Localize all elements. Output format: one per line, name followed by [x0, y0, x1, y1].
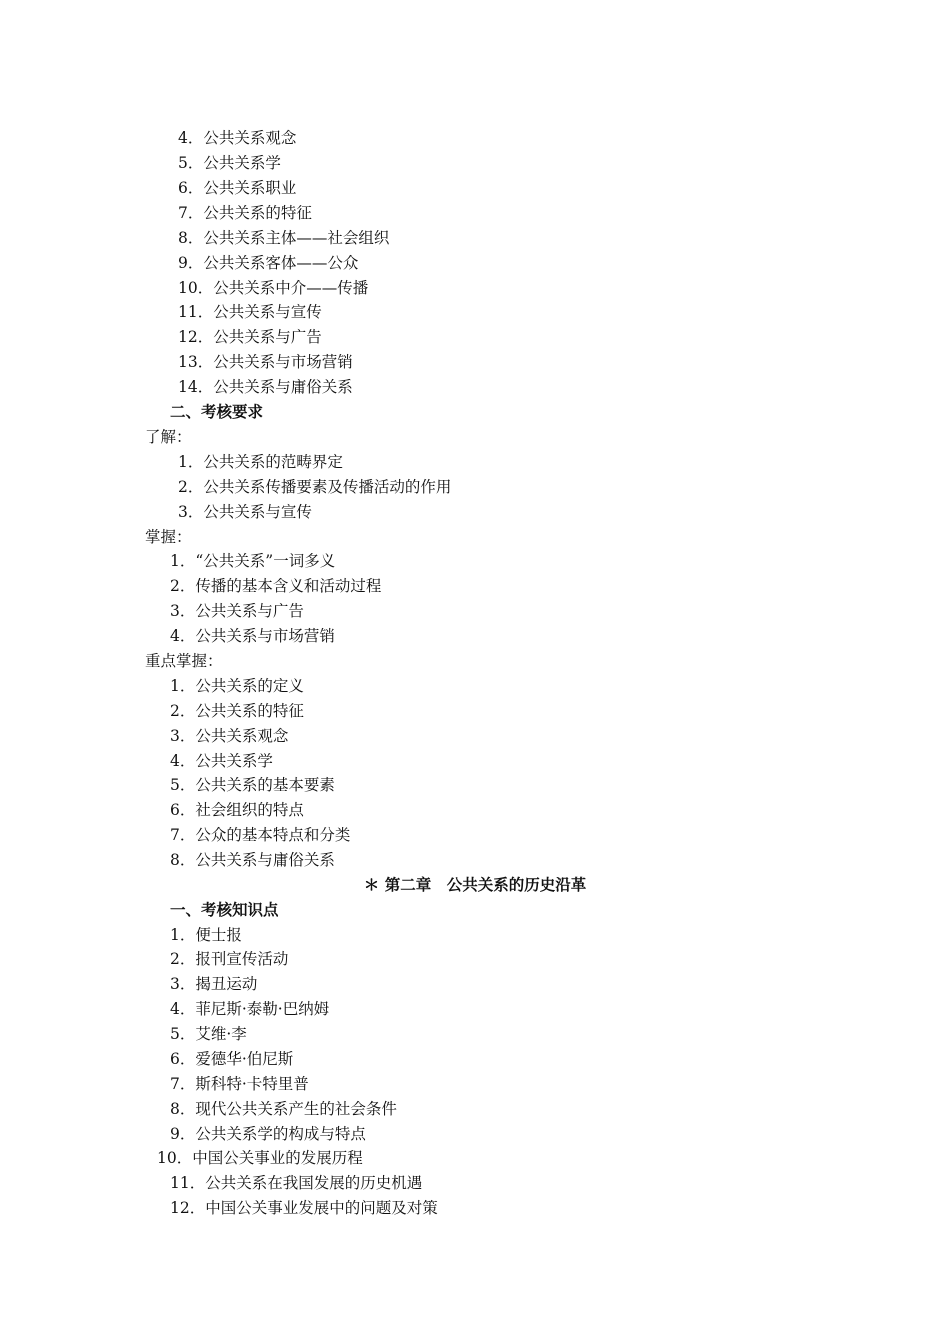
- list-item: 1．公共关系的定义: [170, 677, 304, 695]
- list-item: 14．公共关系与庸俗关系: [178, 378, 353, 396]
- list-item: 9．公共关系客体——公众: [178, 254, 359, 272]
- list-item: 4．公共关系学: [170, 752, 273, 770]
- list-item: 11．公共关系在我国发展的历史机遇: [170, 1174, 423, 1192]
- label-key-master: 重点掌握：: [145, 652, 223, 670]
- list-item: 3．公共关系观念: [170, 727, 289, 745]
- list-item: 6．爱德华·伯尼斯: [170, 1050, 294, 1068]
- list-item: 13．公共关系与市场营销: [178, 353, 353, 371]
- list-item: 3．公共关系与广告: [170, 602, 304, 620]
- list-item: 4．公共关系观念: [178, 129, 297, 147]
- list-item: 2．公共关系传播要素及传播活动的作用: [178, 478, 452, 496]
- list-item: 12．中国公关事业发展中的问题及对策: [170, 1199, 438, 1217]
- list-item: 3．揭丑运动: [170, 975, 258, 993]
- list-item: 9．公共关系学的构成与特点: [170, 1125, 366, 1143]
- list-item: 7．斯科特·卡特里普: [170, 1075, 309, 1093]
- list-item: 7．公共关系的特征: [178, 204, 312, 222]
- list-item: 5．公共关系的基本要素: [170, 776, 335, 794]
- list-item: 2．公共关系的特征: [170, 702, 304, 720]
- section-heading-requirements: 二、考核要求: [170, 402, 264, 421]
- list-item: 8．公共关系与庸俗关系: [170, 851, 335, 869]
- list-item: 5．公共关系学: [178, 154, 281, 172]
- list-item: 10．中国公关事业的发展历程: [157, 1149, 363, 1167]
- list-item: 2．报刊宣传活动: [170, 950, 289, 968]
- list-item: 2．传播的基本含义和活动过程: [170, 577, 382, 595]
- list-item: 4．菲尼斯·泰勒·巴纳姆: [170, 1000, 330, 1018]
- list-item: 11．公共关系与宣传: [178, 303, 322, 321]
- chapter-title: ＊ 第二章 公共关系的历史沿革: [363, 875, 587, 894]
- list-item: 1．公共关系的范畴界定: [178, 453, 343, 471]
- list-item: 4．公共关系与市场营销: [170, 627, 335, 645]
- list-item: 8．现代公共关系产生的社会条件: [170, 1100, 397, 1118]
- list-item: 6．社会组织的特点: [170, 801, 304, 819]
- list-item: 3．公共关系与宣传: [178, 503, 312, 521]
- list-item: 5．艾维·李: [170, 1025, 247, 1043]
- list-item: 6．公共关系职业: [178, 179, 297, 197]
- list-item: 12．公共关系与广告: [178, 328, 322, 346]
- list-item: 8．公共关系主体——社会组织: [178, 229, 390, 247]
- list-item: 10．公共关系中介——传播: [178, 279, 369, 297]
- list-item: 1．“公共关系”一词多义: [170, 552, 336, 570]
- list-item: 7．公众的基本特点和分类: [170, 826, 351, 844]
- label-understand: 了解：: [145, 428, 192, 446]
- label-master: 掌握：: [145, 528, 192, 546]
- section-heading-knowledge-points: 一、考核知识点: [170, 900, 279, 919]
- list-item: 1．便士报: [170, 926, 242, 944]
